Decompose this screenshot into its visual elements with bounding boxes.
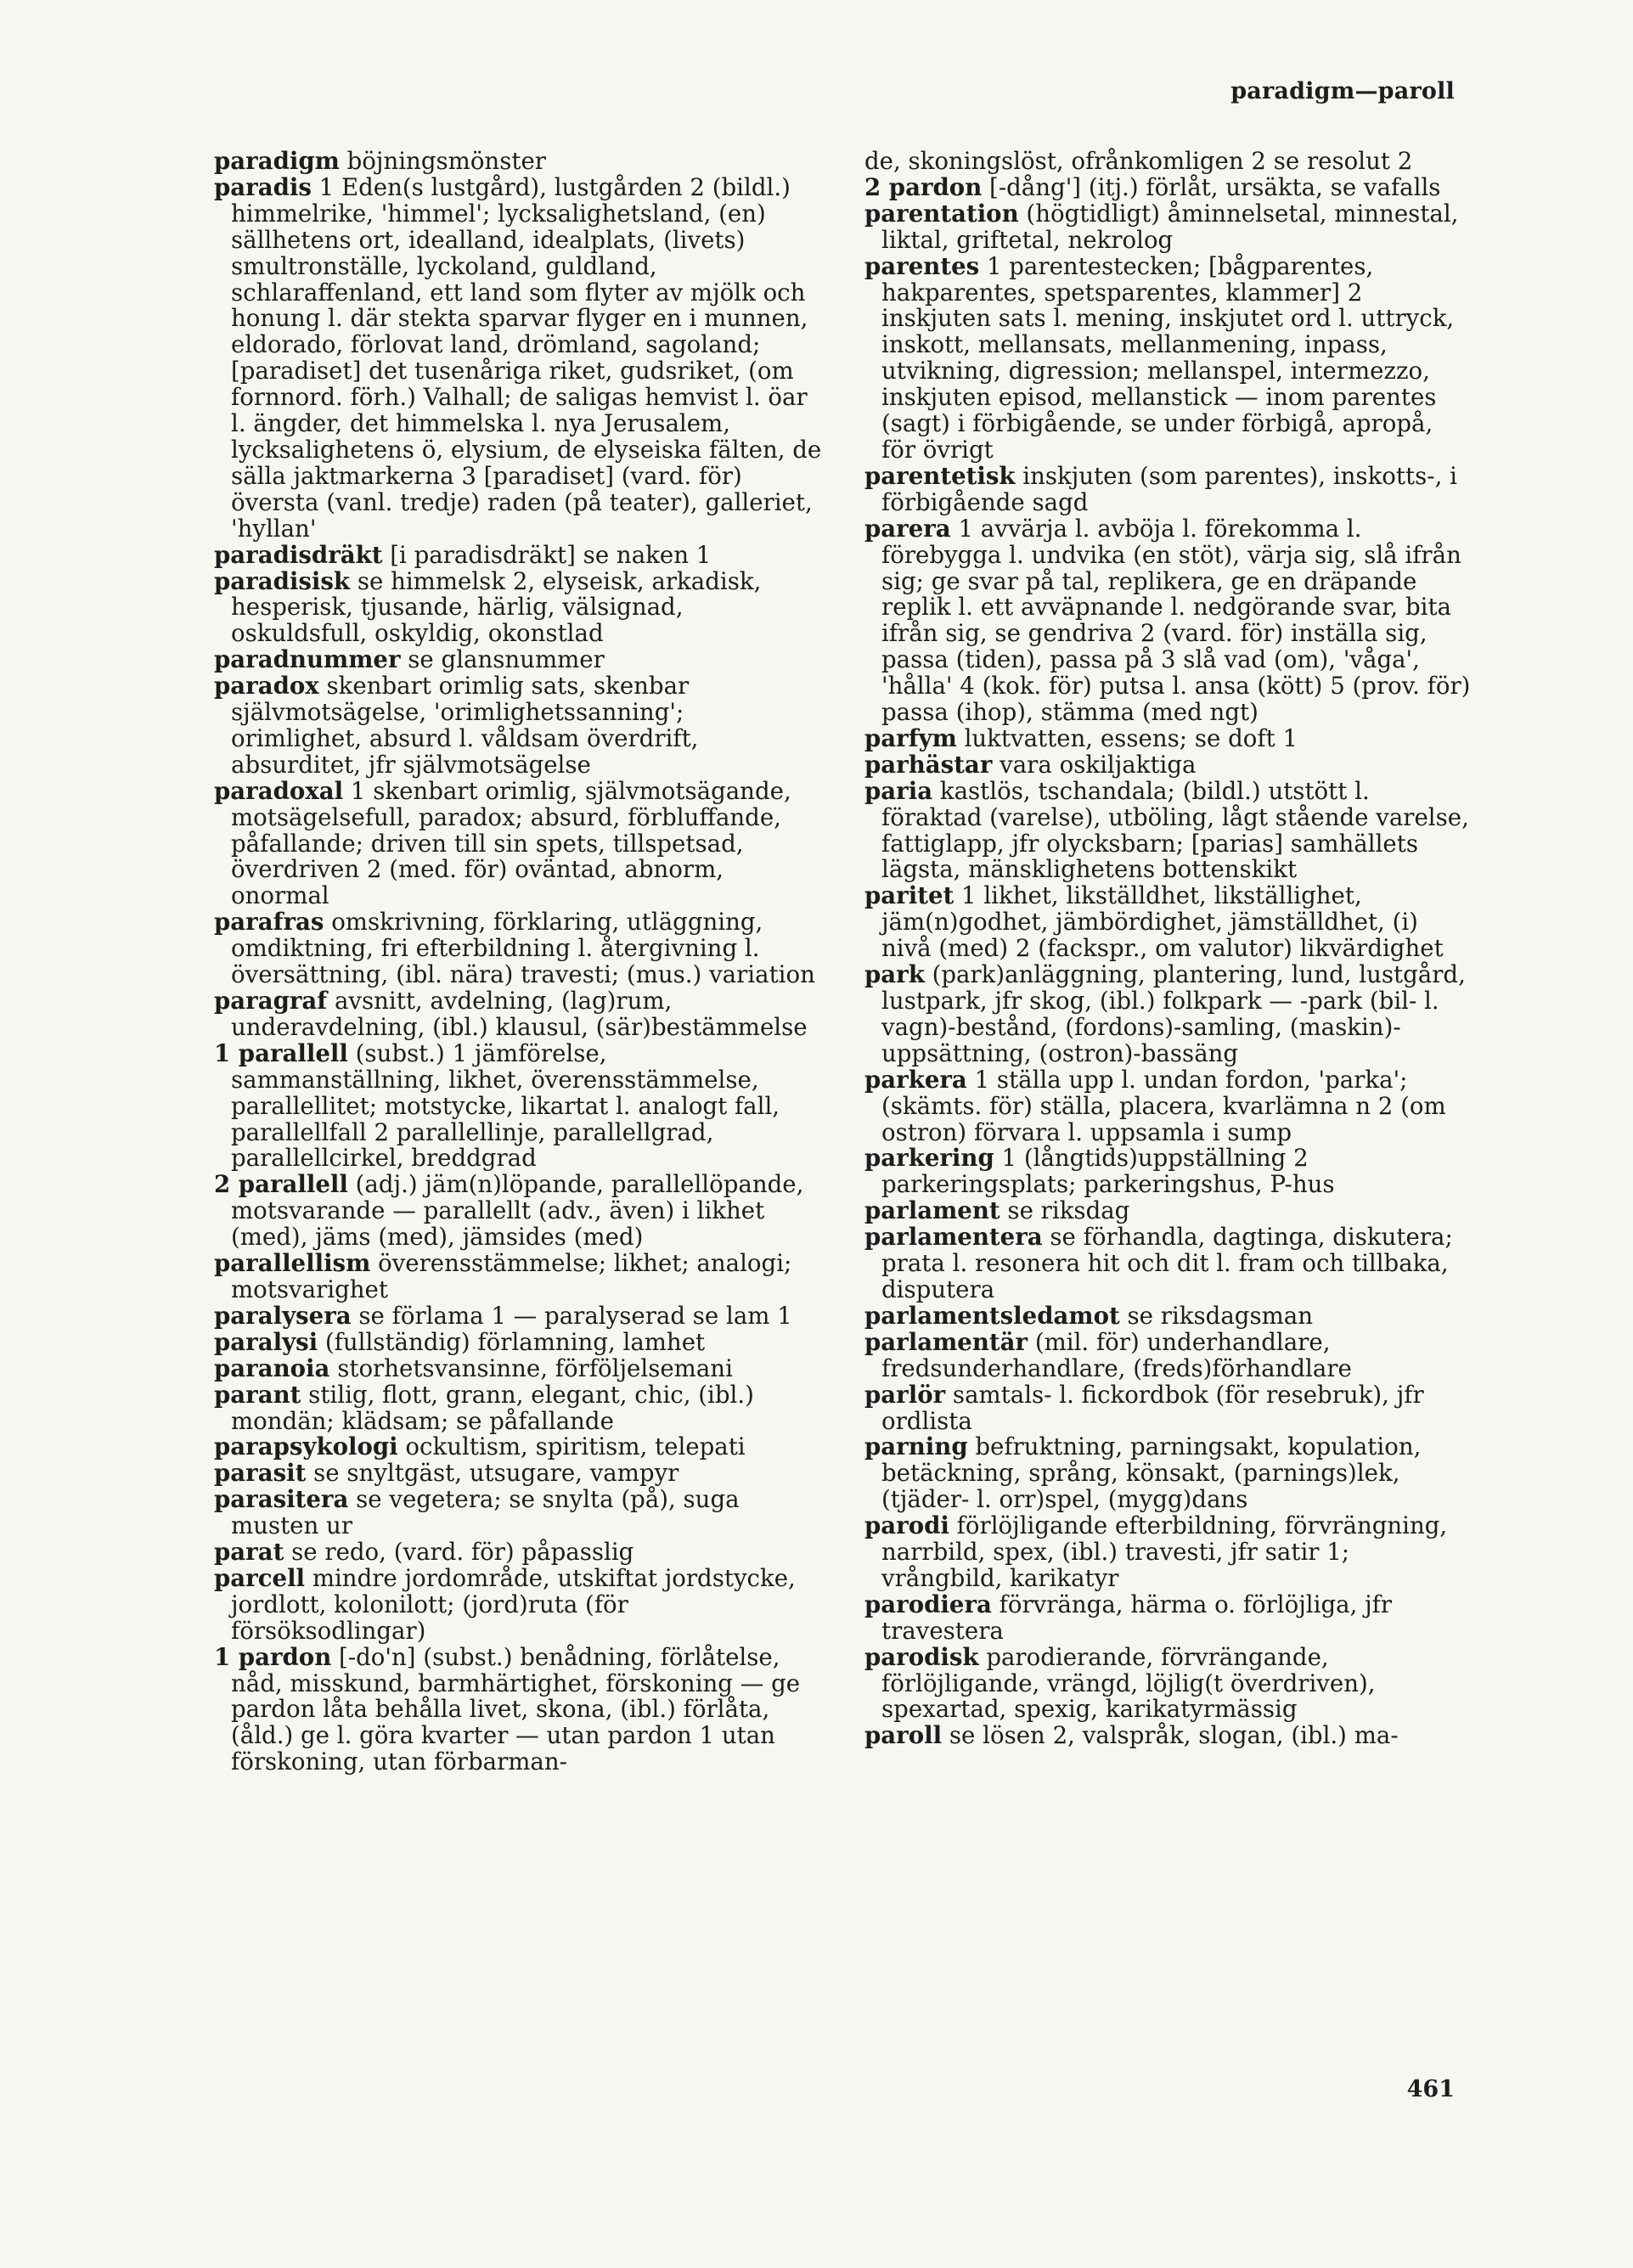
headword: paralysi [214,1327,318,1356]
dictionary-entry [214,1563,822,1645]
dictionary-entry [214,1303,822,1330]
headword: parentation [864,199,1019,228]
page-number: 461 [1406,2076,1455,2102]
headword: paralysera [214,1301,352,1330]
dictionary-entry [864,723,1473,752]
dictionary-entry [214,776,822,910]
headword: paroll [864,1721,943,1750]
definition: 1 Eden(s lustgård), lustgården 2 (bildl.) himmelrike, 'himmel'; lycksalighetsland, (en) sällhetens ort, idealland, idealplats, (livets) smultronställe, lyckoland, guldland, schlaraffenland, ett land som flyter av mjölk och honung l. där stekta sparvar flyger en i munnen, eldorado, förlovat land, drömland, sagoland; [paradiset] det tusenåriga riket, gudsriket, (om fornnord. förh.) Valhall; de saligas hemvist l. öar l. ängder, det himmelska l. nya Jerusalem, lycksalighetens ö, elysium, de elyseiska fälten, de sälla jaktmarkerna 3 [paradiset] (vard. för) översta (vanl. tredje) raden (på teater), galleriet, 'hyllan' [231,172,822,543]
headword: park [864,960,925,989]
dictionary-entry [214,1251,822,1303]
dictionary-entry [864,1382,1473,1435]
definition: se förhandla, dagtinga, diskutera; prata l. resonera hit och dit l. fram och tillbaka, disputera [881,1223,1453,1303]
dictionary-entry [864,776,1473,884]
headword: parfym [864,723,957,752]
headword: paradis [214,172,312,201]
running-head: paradigm—paroll [1230,78,1455,104]
definition: (adj.) jäm(n)löpande, parallellöpande, motsvarande — parallellt (adv., även) i likhet (med), jäms (med), jämsides (med) [231,1170,804,1252]
definition: (subst.) 1 jämförelse, sammanställning, likhet, överensstämmelse, parallellitet; motstycke, likartat l. analogt fall, parallellfall 2 parallellinje, parallellgrad, parallellcirkel, breddgrad [231,1038,780,1173]
dictionary-entry [214,647,822,673]
headword: parasit [214,1459,307,1488]
dictionary-entry [214,566,822,648]
headword: parlament [864,1196,1000,1225]
headword: paradox [214,672,319,701]
dictionary-entry [864,1327,1473,1382]
definition: (fullständig) förlamning, lamhet [318,1327,706,1356]
definition: skenbart orimlig sats, skenbar självmotsägelse, 'orimlighetssanning'; orimlighet, absurd l. våldsam överdrift, absurditet, jfr självmotsägelse [231,672,699,779]
definition: samtals- l. fickordbok (för resebruk), jfr ordlista [881,1380,1424,1435]
dictionary-entry [214,1382,822,1435]
definition: [i paradisdräkt] se naken 1 [382,540,712,569]
headword: paradoxal [214,776,344,805]
definition: se riksdagsman [1119,1301,1313,1330]
definition: vara oskiljaktiga [992,750,1197,779]
definition: (park)anläggning, plantering, lund, lustgård, lustpark, jfr skog, (ibl.) folkpark — -park (bil- l. vagn)-bestånd, (fordons)-samling, (maskin)-uppsättning, (ostron)-bassäng [881,960,1466,1067]
definition: parodierande, förvrängande, förlöjligande, vrängd, löjlig(t överdriven), spexartad, spexig, karikatyrmässig [881,1642,1376,1724]
headword: paradnummer [214,645,401,674]
dictionary-entry [214,988,822,1041]
headword: parlör [864,1380,946,1409]
definition: se förlama 1 — paralyserad se lam 1 [351,1301,792,1330]
definition: 1 (långtids)uppställning 2 parkeringsplats; parkeringshus, P-hus [881,1144,1335,1199]
definition: förvränga, härma o. förlöjliga, jfr travestera [881,1590,1393,1645]
definition: inskjuten (som parentes), inskotts-, i förbigående sagd [881,461,1457,516]
definition: [-dång'] (itj.) förlåt, ursäkta, se vafalls [982,172,1441,201]
dictionary-entry [864,1642,1473,1724]
definition: storhetsvansinne, förföljelsemani [329,1353,733,1382]
dictionary-entry [864,962,1473,1067]
definition: 1 parentestecken; [bågparentes, hakparentes, spetsparentes, klammer] 2 inskjuten sats l. mening, inskjutet ord l. uttryck, inskott, mellansats, mellanmening, inpass, utvikning, digression; mellanspel, intermezzo, inskjuten episod, mellanstick — inom parentes (sagt) i förbigående, se under förbigå, apropå, för övrigt [881,251,1455,464]
headword: 2 parallell [214,1170,348,1199]
right-column [864,149,1473,1749]
headword: parlamentsledamot [864,1301,1120,1330]
definition: (högtidligt) åminnelsetal, minnestal, liktal, griftetal, nekrolog [881,199,1459,254]
left-column [214,149,822,1776]
definition: 1 likhet, likställdhet, likställighet, jäm(n)godhet, jämbördighet, jämställdhet, (i) nivå (med) 2 (fackspr., om valutor) likvärdighet [881,881,1444,963]
headword: parallellism [214,1249,371,1278]
headword: parat [214,1538,284,1567]
headword: parentes [864,251,980,280]
dictionary-entry [864,1198,1473,1224]
headword: parodiera [864,1590,992,1618]
headword: parodi [864,1511,949,1540]
definition: luktvatten, essens; se doft 1 [956,723,1298,752]
definition: ockultism, spiritism, telepati [397,1432,746,1461]
dictionary-entry [864,1592,1473,1645]
definition: förlöjligande efterbildning, förvrängning, narrbild, spex, (ibl.) travesti, jfr satir 1; vrångbild, karikatyr [881,1511,1448,1592]
dictionary-entry [214,1353,822,1382]
definition: överensstämmelse; likhet; analogi; motsvarighet [231,1249,792,1303]
headword: parcell [214,1563,306,1592]
dictionary-entry [214,1539,822,1566]
headword: parant [214,1380,301,1409]
definition: 1 ställa upp l. undan fordon, 'parka'; (skämts. för) ställa, placera, kvarlämna n 2 (om ostron) förvara l. uppsamla i sump [881,1065,1446,1146]
definition: se himmelsk 2, elyseisk, arkadisk, hesperisk, tjusande, härlig, välsignad, oskuldsfull, oskyldig, okonstlad [231,566,762,648]
definition: de, skoningslöst, ofrånkomligen 2 se resolut 2 [864,147,1413,175]
dictionary-entry [864,1303,1473,1330]
dictionary-entry [864,1145,1473,1198]
headword: parera [864,514,951,543]
dictionary-entry [864,1434,1473,1513]
definition: se redo, (vard. för) påpasslig [284,1538,634,1567]
definition: omskrivning, förklaring, utläggning, omdiktning, fri efterbildning l. återgivning l. översättning, (ibl. nära) travesti; (mus.) variation [231,908,815,989]
headword: paria [864,776,933,805]
dictionary-entry [864,251,1473,464]
dictionary-entry [214,149,822,175]
definition: se snyltgäst, utsugare, vampyr [306,1459,679,1488]
headword: paradisdräkt [214,540,383,569]
definition: stilig, flott, grann, elegant, chic, (ibl.) mondän; klädsam; se påfallande [231,1380,754,1435]
dictionary-entry [214,673,822,779]
headword: parodisk [864,1642,979,1671]
headword: 1 pardon [214,1642,332,1671]
dictionary-entry [864,1723,1473,1749]
dictionary-entry [864,516,1473,726]
dictionary-entry [214,172,822,543]
definition: 1 skenbart orimlig, självmotsägande, motsägelsefull, paradox; absurd, förbluffande, påfallande; driven till sin spets, tillspetsad, överdriven 2 (med. för) oväntad, abnorm, onormal [231,776,791,910]
dictionary-entry [214,1487,822,1539]
definition: se lösen 2, valspråk, slogan, (ibl.) ma- [942,1721,1399,1750]
definition: mindre jordområde, utskiftat jordstycke, jordlott, kolonilott; (jord)ruta (för försöksodlingar) [231,1563,796,1645]
headword: 2 pardon [864,172,983,201]
headword: parasitera [214,1485,349,1514]
dictionary-entry [214,1038,822,1173]
dictionary-entry [864,201,1473,254]
definition: avsnitt, avdelning, (lag)rum, underavdelning, (ibl.) klausul, (sär)bestämmelse [231,987,808,1041]
headword: paritet [864,881,954,910]
dictionary-entry [864,883,1473,962]
definition: se riksdag [1000,1196,1130,1225]
headword: parkera [864,1065,967,1094]
definition: befruktning, parningsakt, kopulation, betäckning, språng, könsakt, (parnings)lek, (tjäder- l. orr)spel, (mygg)dans [881,1432,1422,1514]
headword: parlamentera [864,1223,1043,1252]
dictionary-entry [864,752,1473,779]
definition: se vegetera; se snylta (på), suga musten ur [231,1485,740,1540]
headword: paradisisk [214,566,351,595]
dictionary-entry [214,1434,822,1460]
dictionary-entry [864,1067,1473,1146]
headword: parafras [214,908,324,937]
dictionary-entry [214,909,822,988]
headword: paragraf [214,987,328,1015]
dictionary-entry [214,1642,822,1776]
definition: (mil. för) underhandlare, fredsunderhandlare, (freds)förhandlare [881,1327,1352,1382]
headword: parkering [864,1144,994,1173]
headword: parhästar [864,750,993,779]
dictionary-entry [864,1224,1473,1303]
definition: [-do'n] (subst.) benådning, förlåtelse, nåd, misskund, barmhärtighet, förskoning — ge pardon låta behålla livet, skona, (ibl.) förlåta, (åld.) ge l. göra kvarter — utan pardon 1 utan förskoning, utan förbarman- [231,1642,801,1776]
headword: 1 parallell [214,1038,348,1067]
dictionary-entry [214,1327,822,1356]
headword: paradigm [214,147,340,175]
dictionary-entry [864,1513,1473,1592]
definition: se glansnummer [400,645,605,674]
dictionary-entry [214,1172,822,1251]
definition: kastlös, tschandala; (bildl.) utstött l. föraktad (varelse), utböling, lågt stående varelse, fattiglapp, jfr olycksbarn; [parias] samhällets lägsta, mänsklighetens bottenskikt [881,776,1469,884]
dictionary-entry [864,461,1473,516]
definition: 1 avvärja l. avböja l. förekomma l. förebygga l. undvika (en stöt), värja sig, slå ifrån sig; ge svar på tal, replikera, ge en dräpande replik l. ett avväpnande l. nedgörande svar, bita ifrån sig, se gendriva 2 (vard. för) inställa sig, passa (tiden), passa på 3 slå vad (om), 'våga', 'hålla' 4 (kok. för) putsa l. ansa (kött) 5 (prov. för) passa (ihop), stämma (med ngt) [881,514,1471,727]
dictionary-entry [864,172,1473,201]
dictionary-entry [214,1460,822,1487]
headword: parapsykologi [214,1432,398,1461]
headword: paranoia [214,1353,330,1382]
definition: böjningsmönster [339,147,546,175]
headword: parning [864,1432,968,1461]
dictionary-entry [864,149,1473,175]
headword: parlamentär [864,1327,1028,1356]
dictionary-entry [214,540,822,569]
headword: parentetisk [864,461,1016,490]
